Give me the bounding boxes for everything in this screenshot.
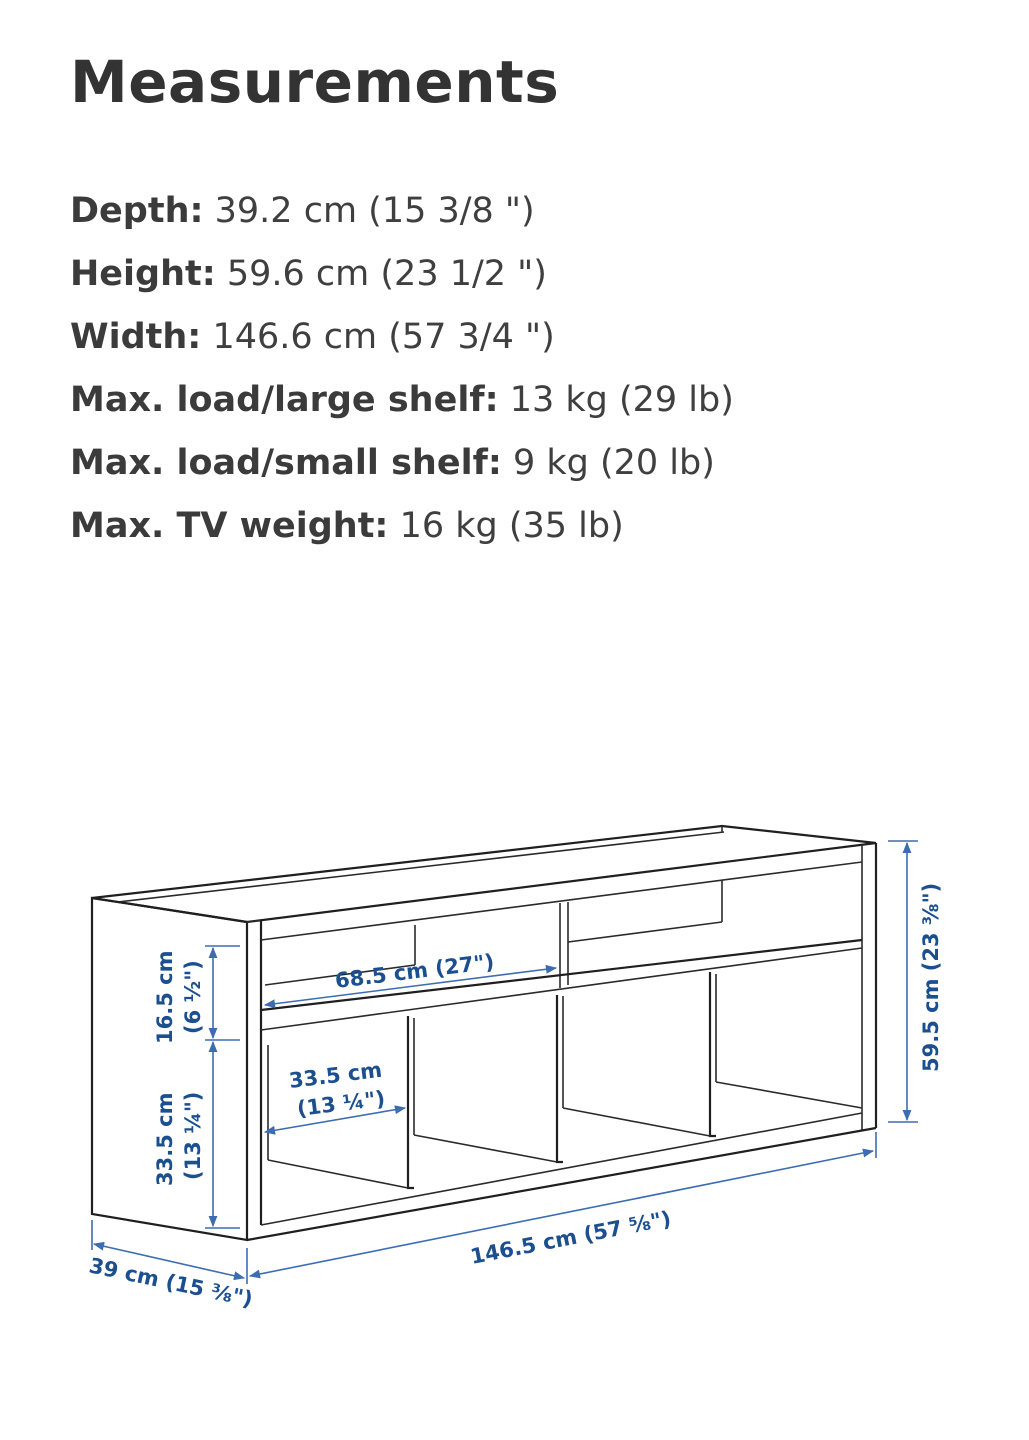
spec-label: Height: <box>70 254 216 294</box>
spec-max-load-small-shelf <box>70 432 734 495</box>
dimension-compartment-width-in: (13 ¼") <box>295 1086 387 1121</box>
dimension-bottom-height-cm: 33.5 cm <box>153 1092 177 1186</box>
dimension-total-height: 59.5 cm (23 ⅜") <box>919 882 943 1072</box>
dimension-lines <box>92 841 918 1284</box>
spec-value: 59.6 cm (23 1/2 ") <box>226 254 547 294</box>
spec-label: Max. load/large shelf: <box>70 380 499 420</box>
dimension-labels <box>87 883 943 1312</box>
spec-width <box>70 306 734 369</box>
dimension-top-height-in: (6 ½") <box>181 960 205 1034</box>
spec-label: Max. load/small shelf: <box>70 443 502 483</box>
spec-max-load-large-shelf <box>70 369 734 432</box>
spec-label: Depth: <box>70 191 204 231</box>
shelf-unit-dimension-diagram <box>0 800 1029 1340</box>
spec-depth <box>70 180 734 243</box>
spec-value: 9 kg (20 lb) <box>512 443 715 483</box>
dimension-total-width: 146.5 cm (57 ⅝") <box>468 1206 674 1269</box>
dimension-bottom-height-in: (13 ¼") <box>181 1091 205 1180</box>
spec-label: Width: <box>70 317 202 357</box>
spec-value: 146.6 cm (57 3/4 ") <box>212 317 555 357</box>
dimension-compartment-width-cm: 33.5 cm <box>287 1057 384 1093</box>
spec-label: Max. TV weight: <box>70 506 389 546</box>
spec-value: 16 kg (35 lb) <box>399 506 624 546</box>
spec-height <box>70 243 734 306</box>
dimension-depth: 39 cm (15 ⅜") <box>86 1253 255 1312</box>
spec-max-tv-weight <box>70 495 734 558</box>
spec-value: 39.2 cm (15 3/8 ") <box>214 191 535 231</box>
shelf-unit-outline <box>92 826 876 1240</box>
measurements-list <box>70 180 734 558</box>
dimension-top-height-cm: 16.5 cm <box>153 950 177 1044</box>
dimension-top-shelf-width: 68.5 cm (27") <box>333 949 496 993</box>
spec-value: 13 kg (29 lb) <box>509 380 734 420</box>
page-title: Measurements <box>70 48 560 116</box>
